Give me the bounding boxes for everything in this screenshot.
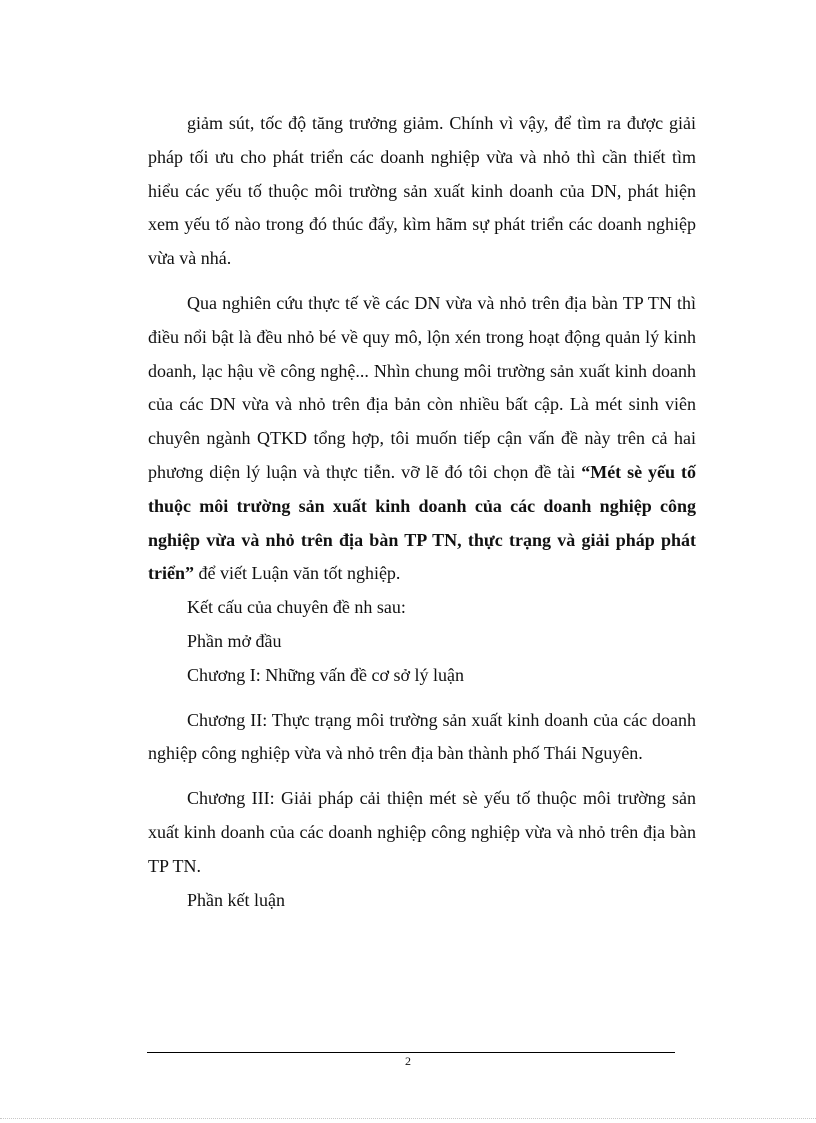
thesis-title: “Mét sè yếu tố thuộc môi trường sản xuất kinh doanh của các doanh nghiệp công nghiệp vừa và nhỏ trên địa bàn TP TN, thực trạng và giải pháp phát triển”: [148, 461, 696, 584]
chapter-1: Chương I: Những vấn đề cơ sở lý luận: [187, 664, 465, 685]
research-end: để viết Luận văn tốt nghiệp.: [193, 563, 401, 584]
chapter-2: Chương II: Thực trạng môi trường sản xuất kinh doanh của các doanh nghiệp công nghiệp vừa và nhỏ trên địa bàn thành phố Thái Nguyên.: [148, 709, 696, 764]
paragraph-research: [148, 287, 696, 591]
page-number: 2: [405, 1054, 411, 1068]
chapter-3: Chương III: Giải pháp cải thiện mét sè yếu tố thuộc môi trường sản xuất kinh doanh của các doanh nghiệp công nghiệp vừa và nhỏ trên địa bàn TP TN.: [148, 788, 696, 876]
research-text: Qua nghiên cứu thực tế về các DN vừa và nhỏ trên địa bàn TP TN thì điều nổi bật là đều nhỏ bé về quy mô, lộn xén trong hoạt động quản lý kinh doanh, lạc hậu về công nghệ... Nhìn chung môi trường sản xuất kinh doanh của các DN vừa và nhỏ trên địa bản còn nhiều bất cập. Là mét sinh viên chuyên ngành QTKD tổng hợp, tôi muốn tiếp cận vấn đề này trên cả hai phương diện lý luận và thực tiễn. vỡ lẽ đó tôi chọn đề tài: [148, 292, 696, 482]
intro-part: Phần mở đầu: [187, 630, 282, 651]
page-edge: [0, 1118, 816, 1119]
structure-intro: Kết cấu của chuyên đề nh sau:: [187, 597, 406, 618]
paragraph-intro: giảm sút, tốc độ tăng trưởng giảm. Chính vì vậy, để tìm ra được giải pháp tối ưu cho phát triển các doanh nghiệp vừa và nhỏ thì cần thiết tìm hiểu các yếu tố thuộc môi trường sản xuất kinh doanh của DN, phát hiện xem yếu tố nào trong đó thúc đẩy, kìm hãm sự phát triển các doanh nghiệp vừa và nhá.: [148, 113, 696, 269]
body-text: [148, 107, 696, 917]
conclusion-part: Phần kết luận: [187, 889, 285, 910]
